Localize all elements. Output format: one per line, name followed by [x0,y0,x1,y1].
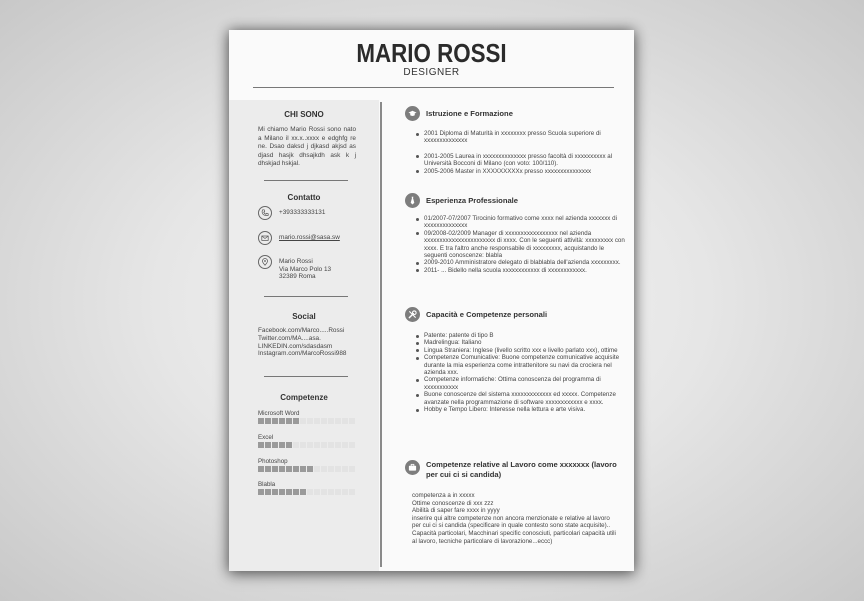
skill-item [258,481,355,495]
list-item: 2001 Diploma di Maturità in xxxxxxxx presso Scuola superiore di xxxxxxxxxxxxxx [415,130,625,145]
list-item: Patente: patente di tipo B [415,332,625,339]
skill-bar-segment [286,489,292,495]
skill-bar-segment [272,418,278,424]
skill-bar-segment [272,489,278,495]
skill-bar-segment [307,418,313,424]
resume-page [229,30,634,571]
text-line: Abilità di saper fare xxxx in yyyy [412,507,500,515]
skill-item [258,410,355,424]
skill-bar-segment [300,466,306,472]
job-role: DESIGNER [403,67,460,78]
skill-bar-segment [258,418,264,424]
skill-bar-segment [286,442,292,448]
sidebar-divider [264,296,348,297]
skill-bar-segment [342,466,348,472]
skill-bar-segment [286,418,292,424]
contact-email [258,231,340,245]
skill-bar-segment [279,418,285,424]
skill-bar-segment [307,489,313,495]
skill-bar-segment [300,418,306,424]
address-line: Mario Rossi [279,258,313,265]
tie-icon [405,193,420,208]
list-item: 2001-2005 Laurea in xxxxxxxxxxxxxx presso facoltà di xxxxxxxxxx al Università Bocconi di Milano (con voto: 100/110). [415,153,625,168]
skill-label: Blabla [258,481,276,488]
skill-bar-segment [279,442,285,448]
skill-bar-segment [328,466,334,472]
skill-item [258,434,355,448]
skill-bar-segment [265,418,271,424]
skill-bar-segment [314,418,320,424]
skill-bar-segment [314,442,320,448]
phone-number: +393333333131 [279,209,326,216]
list-item: 01/2007-07/2007 Tirocinio formativo come xxxx nel azienda xxxxxxx di xxxxxxxxxxxxxx [415,215,625,230]
skill-bar-segment [328,489,334,495]
skill-bar-segment [258,466,264,472]
social-link[interactable]: Facebook.com/Marco.....Rossi [258,327,345,334]
skill-bar-segment [328,418,334,424]
list-item: 09/2008-02/2009 Manager di xxxxxxxxxxxxxxxxx nel azienda xxxxxxxxxxxxxxxxxxxxxxx di xxxx. Con le seguenti attività: xxxxxxxxx con xxxx. E tra l'altro anche responsabile di xxxxxxxxx, acquistando le seguenti conoscenze: blabla [415,230,625,260]
skills-heading: Competenze [280,393,328,402]
work-skills-heading: Competenze relative al Lavoro come xxxxxxx (lavoro per cui ci si candida) [426,460,617,479]
phone-icon [258,206,272,220]
social-link[interactable]: Instagram.com/MarcoRossi988 [258,350,347,358]
skill-bar-segment [349,466,355,472]
work-skills-text [412,492,620,545]
skill-bar-segment [293,489,299,495]
skill-bar-segment [314,489,320,495]
page-title: MARIO ROSSI [356,38,507,68]
skill-bar [258,489,355,495]
skill-bar-segment [342,489,348,495]
contact-heading: Contatto [287,193,321,202]
skill-bar-segment [293,466,299,472]
skill-bar-segment [321,442,327,448]
skill-item [258,458,355,472]
skill-bar-segment [349,442,355,448]
list-item: 2011- ... Bidello nella scuola xxxxxxxxxxxx di xxxxxxxxxxxx. [415,267,625,274]
skill-bar-segment [342,418,348,424]
about-text: Mi chiamo Mario Rossi sono nato a Milano il xx.x..xxxx e edghfg re ne. Dsao daksd j djkasd akjsd as djasd hasjk dhsajkdh ask k j dhskjad hskjal. [258,126,356,168]
sidebar-divider [264,376,348,377]
text-line: inserire qui altre competenze non ancora menzionate e relative al lavoro per cui ci si candida (specificare in quale contesto sono state acquisite).. Capacità particolari, Macchinari specific conosciuti, particolari capacità utili al lavoro, tecniche particolare di lavorazione...eccc) [412,514,616,545]
address-block [279,258,331,281]
briefcase-icon [405,460,420,475]
list-item: 2009-2010 Amministratore delegato di blablabla dell'azienda xxxxxxxxx. [415,259,625,266]
skill-bar-segment [335,418,341,424]
skill-bar-segment [265,489,271,495]
skill-bar-segment [335,442,341,448]
skill-bar-segment [286,466,292,472]
list-item: Lingua Straniera: Inglese (livello scritto xxx e livello parlato xxx), ottime [415,347,625,354]
location-pin-icon [258,255,272,269]
personal-skills-heading: Capacità e Competenze personali [426,310,548,319]
skill-bar-segment [307,442,313,448]
list-item: Hobby e Tempo Libero: Interesse nella lettura e arte visiva. [415,406,625,413]
skill-bar-segment [335,489,341,495]
graduation-cap-icon [405,106,420,121]
skill-bar-segment [265,442,271,448]
skill-bar-segment [349,418,355,424]
skill-bar [258,418,355,424]
skill-bar-segment [272,466,278,472]
contact-phone [258,206,325,220]
social-heading: Social [292,312,316,321]
skill-bar-segment [258,489,264,495]
list-item: Competenze Comunicative: Buone competenze comunicative acquisite durante la mia esperienza come intrattenitore su navi da crociera nel azienda xxx. [415,354,625,376]
list-item: Buone conoscenze del sistema xxxxxxxxxxxxx ed xxxxx. Competenze avanzate nella programmazione di software xxxxxxxxxxxx e xxxx. [415,391,625,406]
header-divider [253,87,614,88]
social-list [258,327,346,358]
skill-bar-segment [272,442,278,448]
skill-bar-segment [293,418,299,424]
social-link[interactable]: Twitter.com/MA....asa. [258,334,321,342]
sidebar-divider [264,180,348,181]
skill-bar-segment [328,442,334,448]
address-line: 32389 Roma [279,273,316,281]
skill-bar-segment [293,442,299,448]
list-item: Competenze informatiche: Ottima conoscenza del programma di xxxxxxxxxxx [415,376,625,391]
text-line: Ottime conoscenze di xxx zzz [412,499,494,507]
skill-label: Photoshop [258,458,288,465]
tools-icon [405,307,420,322]
about-heading: CHI SONO [284,110,324,119]
column-divider [380,102,382,567]
skill-label: Microsoft Word [258,410,300,417]
skill-bar-segment [265,466,271,472]
personal-skills-list [415,332,625,413]
skill-bar-segment [279,489,285,495]
skill-bar-segment [335,466,341,472]
email-link[interactable]: mario.rossi@sasa.sw [279,234,340,241]
experience-list [415,215,625,274]
skill-bar-segment [321,466,327,472]
skill-bar-segment [321,418,327,424]
envelope-icon [258,231,272,245]
skill-bar-segment [349,489,355,495]
skill-bar-segment [258,442,264,448]
text-line: competenza a in xxxxx [412,492,475,499]
education-heading: Istruzione e Formazione [426,109,513,118]
address-line: Via Marco Polo 13 [279,265,332,273]
skill-bar-segment [300,442,306,448]
list-item: Madrelingua: Italiano [415,339,625,346]
skill-bar-segment [321,489,327,495]
experience-heading: Esperienza Professionale [426,196,519,205]
skill-bar-segment [307,466,313,472]
skill-bar-segment [342,442,348,448]
skill-bar [258,442,355,448]
skill-bar-segment [314,466,320,472]
education-list [415,130,625,175]
skill-bar-segment [279,466,285,472]
list-item: 2005-2006 Master in XXXXXXXXXx presso xxxxxxxxxxxxxxx [415,168,625,175]
skill-bar [258,466,355,472]
social-link[interactable]: LINKEDIN.com/sdasdasm [258,342,333,350]
skill-label: Excel [258,434,274,441]
skill-bar-segment [300,489,306,495]
contact-address [258,255,331,281]
